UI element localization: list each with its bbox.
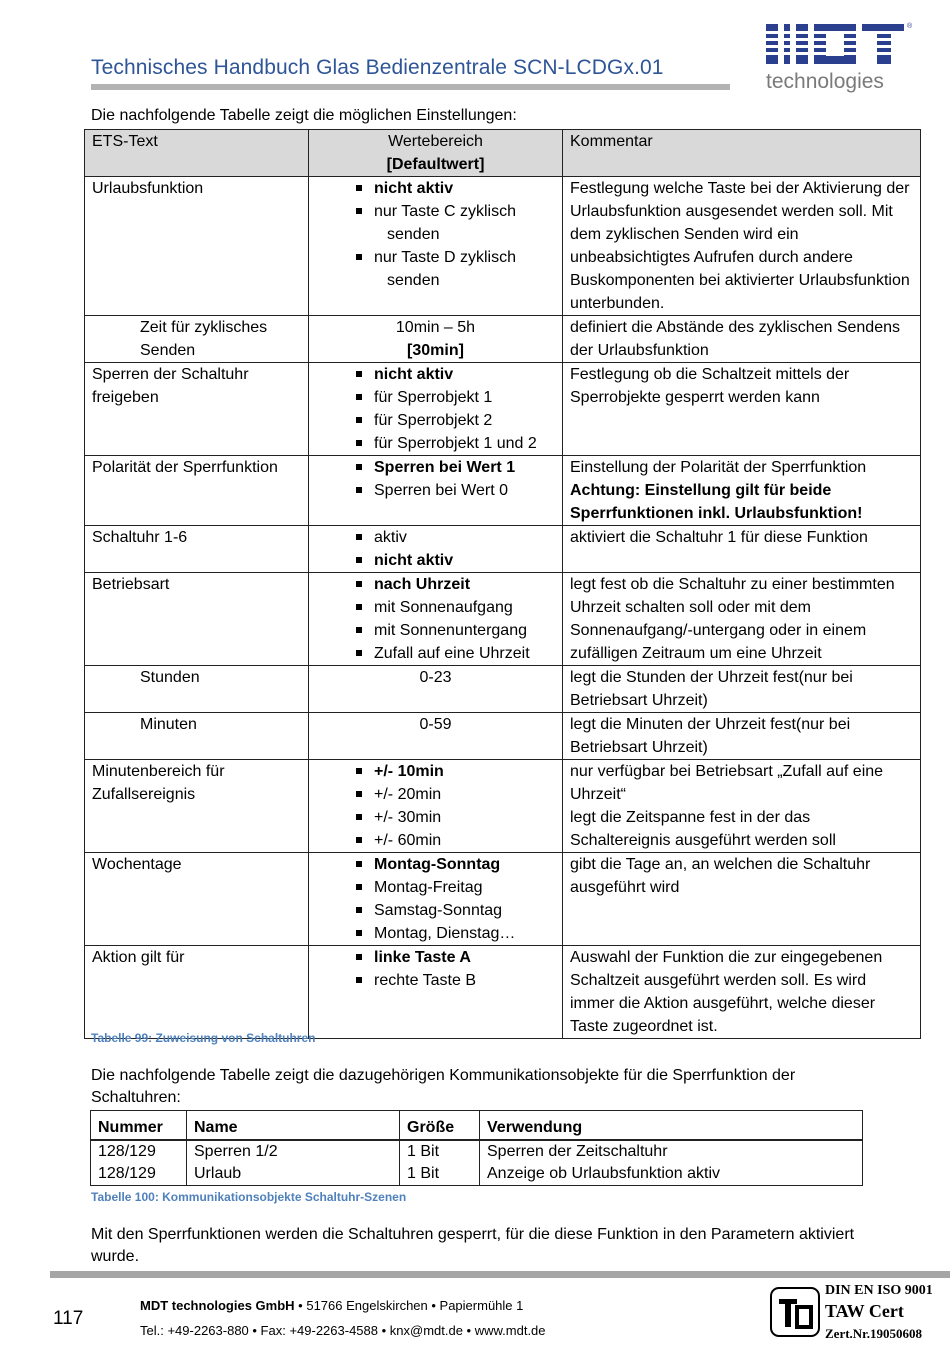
row-options <box>309 363 563 456</box>
row-label: Urlaubsfunktion <box>85 177 309 316</box>
settings-table <box>84 129 921 1039</box>
row-options <box>309 526 563 573</box>
document-title: Technisches Handbuch Glas Bedienzentrale SCN-LCDGx.01 <box>91 56 664 79</box>
row-comment: legt die Minuten der Uhrzeit fest(nur bei Betriebsart Uhrzeit) <box>563 713 921 760</box>
row-label: Polarität der Sperrfunktion <box>85 456 309 526</box>
row-options <box>309 853 563 946</box>
paragraph-sperrfunktionen: Mit den Sperrfunktionen werden die Schaltuhren gesperrt, für die diese Funktion in den Parametern aktiviert wurde. <box>91 1226 855 1265</box>
header-name: Name <box>187 1111 400 1141</box>
row-label: Sperren der Schaltuhr freigeben <box>85 363 309 456</box>
row-label: Aktion gilt für <box>85 946 309 1039</box>
table-row <box>85 713 921 760</box>
row-comment: gibt die Tage an, an welchen die Schaltuhr ausgeführt wird <box>563 853 921 946</box>
header-nummer: Nummer <box>91 1111 187 1141</box>
header-comment: Kommentar <box>563 130 921 177</box>
objects-table <box>90 1110 863 1186</box>
row-label: Wochentage <box>85 853 309 946</box>
option-item: Montag, Dienstag… <box>366 922 555 945</box>
intro-text: Die nachfolgende Tabelle zeigt die möglichen Einstellungen: <box>91 107 517 124</box>
page-number: 117 <box>53 1308 84 1329</box>
row-options <box>309 456 563 526</box>
table-row <box>91 1140 863 1163</box>
option-item: Sperren bei Wert 0 <box>366 479 555 502</box>
row-comment: definiert die Abstände des zyklischen Sendens der Urlaubsfunktion <box>563 316 921 363</box>
cell-nummer: 128/129 <box>91 1140 187 1163</box>
logo-subtitle: technologies <box>766 70 884 93</box>
row-comment: Festlegung ob die Schaltzeit mittels der Sperrobjekte gesperrt werden kann <box>563 363 921 456</box>
option-item: Zufall auf eine Uhrzeit <box>366 642 555 665</box>
title-rule <box>91 84 730 90</box>
row-comment: nur verfügbar bei Betriebsart „Zufall auf eine Uhrzeit“ legt die Zeitspanne fest in der das Schaltereignis ausgeführt werden soll <box>563 760 921 853</box>
footer-rule <box>50 1271 950 1278</box>
cert-taw-text: TAW Cert <box>825 1301 904 1321</box>
cell-verwendung: Anzeige ob Urlaubsfunktion aktiv <box>480 1163 863 1186</box>
option-item: nicht aktiv <box>366 549 555 572</box>
option-item: nicht aktiv <box>366 177 555 200</box>
row-label: Minuten <box>85 713 309 760</box>
row-options <box>309 573 563 666</box>
row-label: Stunden <box>85 666 309 713</box>
cert-iso-text: DIN EN ISO 9001 <box>825 1283 933 1298</box>
table-header-row <box>91 1111 863 1141</box>
row-label: Minutenbereich für Zufallsereignis <box>85 760 309 853</box>
cert-number: Zert.Nr.19050608 <box>825 1326 923 1341</box>
option-item: linke Taste A <box>366 946 555 969</box>
header-ets-text: ETS-Text <box>85 130 309 177</box>
row-label: Betriebsart <box>85 573 309 666</box>
table-row <box>85 363 921 456</box>
option-item: Sperren bei Wert 1 <box>366 456 555 479</box>
option-item: +/- 30min <box>366 806 555 829</box>
row-label: Schaltuhr 1-6 <box>85 526 309 573</box>
option-item: mit Sonnenuntergang <box>366 619 555 642</box>
header-verwendung: Verwendung <box>480 1111 863 1141</box>
option-item: nicht aktiv <box>366 363 555 386</box>
table-row <box>85 946 921 1039</box>
option-item: +/- 60min <box>366 829 555 852</box>
table-row <box>85 573 921 666</box>
svg-text:®: ® <box>907 23 913 30</box>
row-range: 10min – 5h [30min] <box>309 316 563 363</box>
table-row <box>91 1163 863 1186</box>
row-range: 0-59 <box>309 713 563 760</box>
option-item: +/- 10min <box>366 760 555 783</box>
row-comment: aktiviert die Schaltuhr 1 für diese Funktion <box>563 526 921 573</box>
row-label: Zeit für zyklisches Senden <box>85 316 309 363</box>
row-comment: Einstellung der Polarität der Sperrfunktion Achtung: Einstellung gilt für beide Sperrfunktionen inkl. Urlaubsfunktion! <box>563 456 921 526</box>
cell-verwendung: Sperren der Zeitschaltuhr <box>480 1140 863 1163</box>
taw-cert-logo <box>770 1287 820 1337</box>
option-item: für Sperrobjekt 1 und 2 <box>366 432 555 455</box>
option-item: nach Uhrzeit <box>366 573 555 596</box>
option-item: Samstag-Sonntag <box>366 899 555 922</box>
option-item: Montag-Sonntag <box>366 853 555 876</box>
option-item: nur Taste D zyklisch senden <box>366 246 555 292</box>
cell-nummer: 128/129 <box>91 1163 187 1186</box>
cell-groesse: 1 Bit <box>400 1140 480 1163</box>
option-item: +/- 20min <box>366 783 555 806</box>
table-caption-99: Tabelle 99: Zuweisung von Schaltuhren <box>91 1031 316 1045</box>
table-row <box>85 760 921 853</box>
option-item: für Sperrobjekt 1 <box>366 386 555 409</box>
row-options <box>309 177 563 316</box>
row-comment: legt fest ob die Schaltuhr zu einer bestimmten Uhrzeit schalten soll oder mit dem Sonnenaufgang/-untergang oder in einem zufälligen Zeitraum um eine Uhrzeit <box>563 573 921 666</box>
option-item: aktiv <box>366 526 555 549</box>
row-options <box>309 946 563 1039</box>
header-groesse: Größe <box>400 1111 480 1141</box>
table-row <box>85 526 921 573</box>
option-item: nur Taste C zyklisch senden <box>366 200 555 246</box>
option-item: rechte Taste B <box>366 969 555 992</box>
row-comment: Auswahl der Funktion die zur eingegebenen Schaltzeit ausgeführt werden soll. Es wird immer die Aktion ausgeführt, welche dieser Taste zugeordnet ist. <box>563 946 921 1039</box>
cell-name: Sperren 1/2 <box>187 1140 400 1163</box>
paragraph-objects-intro: Die nachfolgende Tabelle zeigt die dazugehörigen Kommunikationsobjekte für die Sperrfunktion der Schaltuhren: <box>91 1067 796 1106</box>
option-item: Montag-Freitag <box>366 876 555 899</box>
option-item: für Sperrobjekt 2 <box>366 409 555 432</box>
row-options <box>309 760 563 853</box>
option-item: mit Sonnenaufgang <box>366 596 555 619</box>
footer-contact: Tel.: +49-2263-880 • Fax: +49-2263-4588 • knx@mdt.de • www.mdt.de <box>140 1323 546 1338</box>
table-row <box>85 456 921 526</box>
row-comment: Festlegung welche Taste bei der Aktivierung der Urlaubsfunktion ausgesendet werden soll. Mit dem zyklischen Senden wird ein unbeabsichtigtes Aufrufen durch andere Buskomponenten bei aktivierter Urlaubsfunktion unterbunden. <box>563 177 921 316</box>
table-header-row <box>85 130 921 177</box>
header-range: Wertebereich [Defaultwert] <box>309 130 563 177</box>
table-row <box>85 853 921 946</box>
table-row <box>85 316 921 363</box>
table-row <box>85 177 921 316</box>
cell-groesse: 1 Bit <box>400 1163 480 1186</box>
table-row <box>85 666 921 713</box>
row-range: 0-23 <box>309 666 563 713</box>
table-caption-100: Tabelle 100: Kommunikationsobjekte Schaltuhr-Szenen <box>91 1190 407 1204</box>
footer-address: MDT technologies GmbH • 51766 Engelskirchen • Papiermühle 1 <box>140 1298 524 1313</box>
row-comment: legt die Stunden der Uhrzeit fest(nur bei Betriebsart Uhrzeit) <box>563 666 921 713</box>
cell-name: Urlaub <box>187 1163 400 1186</box>
